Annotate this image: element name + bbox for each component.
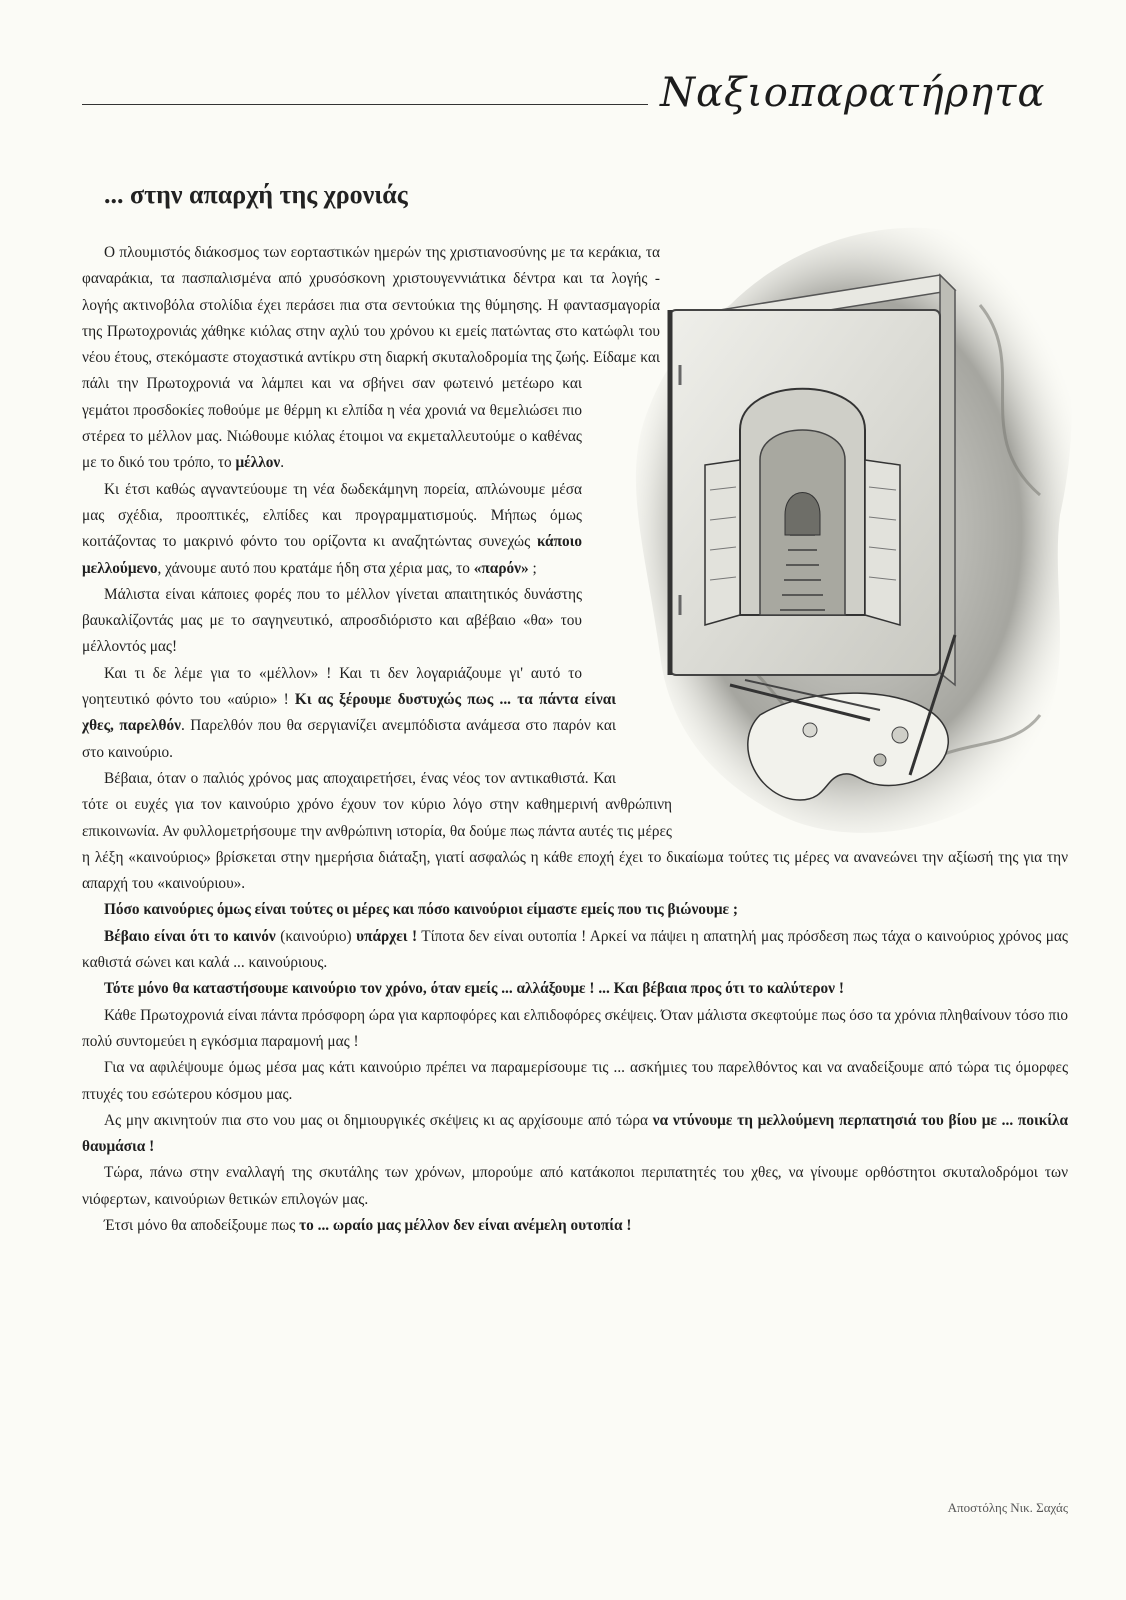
paragraph-9: Κάθε Πρωτοχρονιά είναι πάντα πρόσφορη ώρα για καρποφόρες και ελπιδοφόρες σκέψεις. Όταν μάλιστα σκεφτούμε πως όσο τα χρόνια πληθαίνουν τόσο πιο πολύ συντομεύει η εγκόσμια παραμονή μας ! <box>82 1006 1068 1050</box>
paragraph-13: Έτσι μόνο θα αποδείξουμε πως το ... ωραίο μας μέλλον δεν είναι ανέμελη ουτοπία ! <box>104 1216 632 1234</box>
paragraph-10: Για να αφιλέψουμε όμως μέσα μας κάτι καινούριο πρέπει να παραμερίσουμε τις ... ασκήμιες του παρελθόντος και να αναδείξουμε από τώρα τις όμορφες πτυχές του εσώτερου κόσμου μας. <box>82 1059 1068 1103</box>
paragraph-6: Πόσο καινούριες όμως είναι τούτες οι μέρες και πόσο καινούριοι είμαστε εμείς που τις βιώνουμε ; <box>104 901 739 919</box>
paragraph-12: Τώρα, πάνω στην εναλλαγή της σκυτάλης των χρόνων, μπορούμε από κατάκοποι περιπατητές του χθες, να γίνουμε ορθόστητοι σκυταλοδρόμοι των νιόφερτων, καινούριων θετικών επιλογών μας. <box>82 1164 1068 1208</box>
paragraph-3: Μάλιστα είναι κάποιες φορές που το μέλλον γίνεται απαιτητικός δυνάστης βαυκαλίζοντάς μας με το σαγηνευτικό, απροσδιόριστο και αβέβαιο «θα» του μέλλοντός μας! <box>82 585 582 656</box>
paragraph-1: Ο πλουμιστός διάκοσμος των εορταστικών ημερών της χριστιανοσύνης με τα κεράκια, τα φαναράκια, τα πασπαλισμένα από χρυσόσκονη χριστουγεννιάτικα δέντρα και τα λογής - λογής ακτινοβόλα στολίδια έχει περάσει πια στα σεντούκια της θύμησης. Η φαντασμαγορία της Πρωτοχρονιάς χάθηκε κιόλας στην αχλύ του χρόνου κι εμείς πατώντας στο κατώφλι του νέου έτους, στεκόμαστε στοχαστικά αντίκρυ στη διαρκή σκυταλοδρομία της ζωής. Είδαμε και πάλι την Πρωτοχρονιά να λάμπει και να σβήνει σαν φωτεινό μετέωρο και γεμάτοι προσδοκίες ποθούμε με θέρμη κι ελπίδα η νέα χρονιά να θεμελιώσει πιο στέρεα το μέλλον μας. Νιώθουμε κιόλας έτοιμοι να εκμεταλλευτούμε ο καθένας με το δικό του τρόπο, το μέλλον. <box>82 244 660 472</box>
future-emphasis: μέλλον <box>235 454 281 472</box>
paragraph-4: Και τι δε λέμε για το «μέλλον» ! Και τι δεν λογαριάζουμε γι' αυτό το γοητευτικό φόντο του «αύριο» ! Κι ας ξέρουμε δυστυχώς πως ... τα πάντα είναι χθες, παρελθόν. Παρελθόν που θα σεργιανίζει ανεμπόδιστα ανάμεσα στο παρόν και στο καινούριο. <box>82 664 617 761</box>
header-rule <box>82 104 648 105</box>
article-body <box>82 240 1068 1239</box>
author-signature: Αποστόλης Νικ. Σαχάς <box>947 1500 1068 1515</box>
paragraph-8: Τότε μόνο θα καταστήσουμε καινούριο τον χρόνο, όταν εμείς ... αλλάξουμε ! ... Και βέβαια προς ότι το καλύτερον ! <box>104 980 844 998</box>
paragraph-11: Ας μην ακινητούν πια στο νου μας οι δημιουργικές σκέψεις κι ας αρχίσουμε από τώρα να ντύνουμε τη μελλούμενη περπατησιά του βίου με ... ποικίλα θαυμάσια ! <box>82 1111 1068 1156</box>
article-title: ... στην απαρχή της χρονιάς <box>104 180 408 209</box>
paragraph-5: Βέβαια, όταν ο παλιός χρόνος μας αποχαιρετήσει, ένας νέος τον αντικαθιστά. Και τότε οι ευχές για τον καινούριο χρόνο έχουν τον κύριο λόγο στην καθημερινή ανθρώπινη επικοινωνία. Αν φυλλομετρήσουμε την ανθρώπινη ιστορία, θα δούμε πως πάντα αυτές τις μέρες η λέξη «καινούριος» βρίσκεται στην ημερήσια διάταξη, γιατί ασφαλώς η κάθε εποχή έχει το δικαίωμα τούτες τις μέρες να ανανεώνει την αξίωσή της για την απαρχή του «καινούριου». <box>82 769 1068 893</box>
paragraph-7: Βέβαιο είναι ότι το καινόν (καινούριο) υπάρχει ! Τίποτα δεν είναι ουτοπία ! Αρκεί να πάψει η απατηλή μας πρόσδεση πως τάχα ο καινούριος χρόνος μας καθιστά σώνει και καλά ... καινούριους. <box>82 927 1068 972</box>
paragraph-2: Κι έτσι καθώς αγναντεύουμε τη νέα δωδεκάμηνη πορεία, απλώνουμε μέσα μας σχέδια, προοπτικές, ελπίδες και προγραμματισμούς. Μήπως όμως κοιτάζοντας το μακρινό φόντο του ορίζοντα κι αναζητώντας συνεχώς κάποιο μελλούμενο, χάνουμε αυτό που κρατάμε ήδη στα χέρια μας, το «παρόν» ; <box>82 480 582 577</box>
section-title: Ναξιοπαρατήρητα <box>660 70 1046 116</box>
